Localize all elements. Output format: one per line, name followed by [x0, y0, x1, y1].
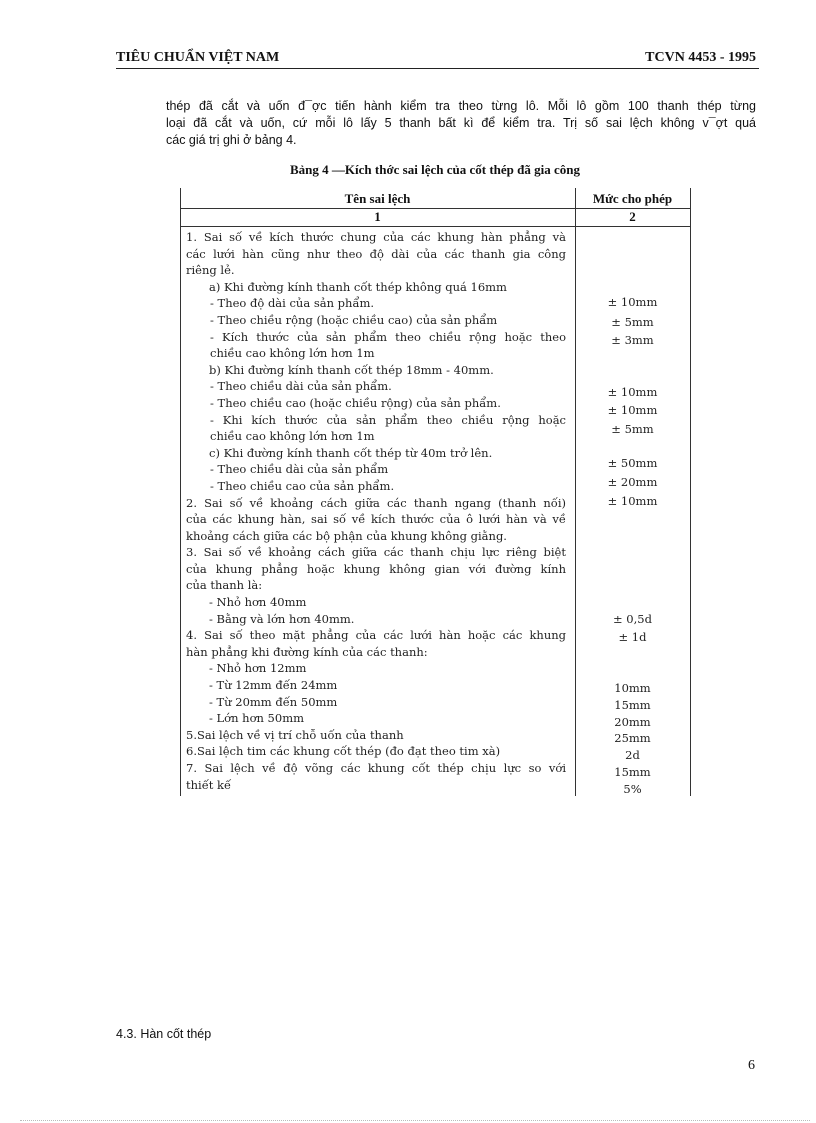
permitted-value: 5%	[623, 782, 642, 796]
table-line: - Lớn hơn 50mm	[209, 711, 304, 726]
table-line: của các khung hàn, sai số về kích thước của ô lưới hàn và về	[186, 512, 566, 527]
table-line: - Nhỏ hơn 12mm	[209, 661, 307, 676]
table-line: - Nhỏ hơn 40mm	[209, 595, 307, 610]
permitted-value: ± 10mm	[607, 385, 658, 399]
table-line: 6.Sai lệch tim các khung cốt thép (đo đạt theo tim xà)	[186, 744, 501, 759]
page-number: 6	[748, 1058, 755, 1073]
table-line: - Bằng và lớn hơn 40mm.	[209, 611, 355, 626]
permitted-value: ± 10mm	[607, 295, 658, 309]
table-line: hàn phẳng khi đường kính của các thanh:	[186, 644, 428, 659]
table-line: - Khi kích thước của sản phẩm theo chiều rộng hoặc	[210, 412, 566, 427]
table-line: 7. Sai lệch về độ võng các khung cốt thép chịu lực so với	[186, 761, 566, 775]
permitted-value: 2d	[625, 748, 640, 762]
table-line: 2. Sai số về khoảng cách giữa các thanh ngang (thanh nối)	[186, 495, 566, 510]
table-line: các lưới hàn cũng như theo độ dài của các thanh gia công	[186, 246, 566, 261]
table-line: - Từ 20mm đến 50mm	[209, 694, 338, 709]
permitted-value: ± 5mm	[611, 315, 654, 329]
footer-dotted-rule	[20, 1120, 810, 1121]
permitted-value: 15mm	[614, 765, 651, 779]
table-line: 5.Sai lệch về vị trí chỗ uốn của thanh	[186, 727, 404, 742]
intro-line-1: thép đã cắt và uốn đ¯ợc tiến hành kiểm tra theo từng lô. Mỗi lô gồm 100 thanh thép từng	[166, 99, 756, 113]
table-line: - Kích thước của sản phẩm theo chiều rộng hoặc theo	[210, 329, 566, 344]
table-line: - Từ 12mm đến 24mm	[209, 678, 338, 693]
section-heading: 4.3. Hàn cốt thép	[116, 1027, 212, 1041]
col1-number: 1	[374, 209, 381, 224]
permitted-value: ± 0,5d	[613, 612, 652, 626]
table-line: - Theo độ dài của sản phẩm.	[210, 296, 375, 311]
table-line: - Theo chiều dài của sản phẩm	[210, 462, 389, 477]
permitted-value: ± 3mm	[611, 333, 654, 347]
permitted-value: ± 10mm	[607, 494, 658, 508]
tolerance-table	[180, 188, 692, 796]
table-line: c) Khi đường kính thanh cốt thép từ 40m trở lên.	[209, 445, 493, 460]
table-border-left	[180, 188, 181, 796]
permitted-value: ± 50mm	[607, 456, 658, 470]
permitted-value: 25mm	[614, 731, 651, 745]
permitted-value: 10mm	[614, 681, 651, 695]
permitted-value: ± 20mm	[607, 475, 658, 489]
permitted-value: 15mm	[614, 698, 651, 712]
deviation-names	[186, 229, 566, 793]
permitted-value: ± 10mm	[607, 403, 658, 417]
table-line: chiều cao không lớn hơn 1m	[210, 429, 375, 444]
table-line: riêng lẻ.	[186, 263, 235, 278]
table-line: b) Khi đường kính thanh cốt thép 18mm - 40mm.	[209, 362, 494, 377]
table-line: a) Khi đường kính thanh cốt thép không quá 16mm	[209, 279, 507, 294]
table-line: thiết kế	[186, 777, 232, 792]
header-standard-title: TIÊU CHUẨN VIỆT NAM	[116, 50, 280, 65]
table-title: Bảng 4 —Kích thớc sai lệch của cốt thép đã gia công	[290, 162, 580, 177]
table-line: 4. Sai số theo mặt phẳng của các lưới hàn hoặc các khung	[186, 628, 566, 643]
intro-line-3: các giá trị ghi ở bảng 4.	[166, 133, 297, 147]
intro-paragraph	[166, 98, 756, 149]
col2-number: 2	[629, 209, 636, 224]
header-rule	[116, 68, 759, 69]
permitted-value: 20mm	[614, 715, 651, 729]
table-line: 3. Sai số về khoảng cách giữa các thanh chịu lực riêng biệt	[186, 545, 566, 560]
table-line: - Theo chiều cao (hoặc chiều rộng) của sản phẩm.	[210, 395, 501, 410]
header-standard-code: TCVN 4453 - 1995	[645, 50, 756, 65]
table-line: chiều cao không lớn hơn 1m	[210, 346, 375, 361]
table-line: khoảng cách giữa các bộ phận của khung không giằng.	[186, 528, 507, 543]
col2-header: Mức cho phép	[592, 191, 673, 206]
permitted-value: ± 5mm	[611, 422, 654, 436]
table-line: của khung phẳng hoặc khung không gian với đường kính	[186, 561, 566, 576]
table-line: - Theo chiều rộng (hoặc chiều cao) của sản phẩm	[210, 312, 498, 327]
table-line: - Theo chiều cao của sản phẩm.	[210, 478, 395, 493]
col1-header: Tên sai lệch	[344, 191, 411, 206]
permitted-value: ± 1d	[618, 630, 647, 644]
table-line: - Theo chiều dài của sản phẩm.	[210, 379, 392, 394]
permitted-values	[575, 188, 690, 796]
table-line: của thanh là:	[186, 578, 263, 593]
table-line: 1. Sai số về kích thước chung của các khung hàn phẳng và	[186, 230, 566, 244]
table-border-right	[690, 188, 691, 796]
intro-line-2: loại đã cắt và uốn, cứ mỗi lô lấy 5 thanh bất kì để kiểm tra. Trị số sai lệch không v¯ợt quá	[166, 116, 756, 130]
